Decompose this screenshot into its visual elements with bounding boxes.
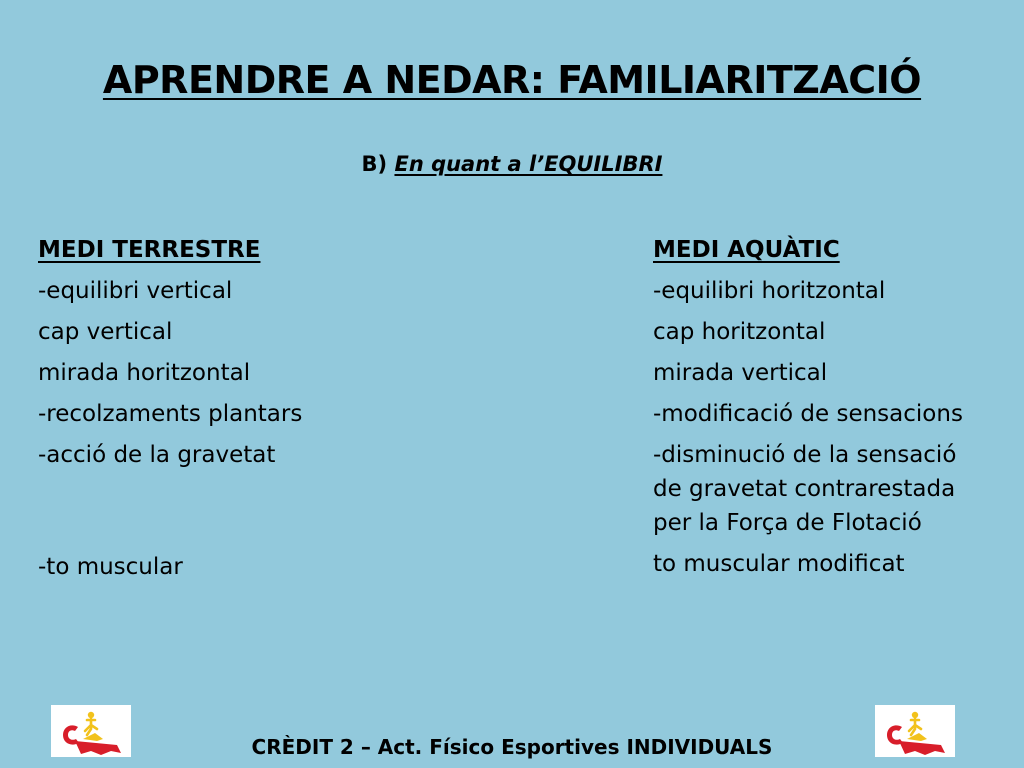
left-column-heading: MEDI TERRESTRE (38, 237, 261, 263)
right-item: mirada vertical (653, 360, 828, 386)
right-item-line: per la Força de Flotació (653, 510, 922, 536)
left-item: cap vertical (38, 319, 173, 345)
left-item: mirada horitzontal (38, 360, 251, 386)
slide-subtitle (0, 152, 1024, 176)
right-item: to muscular modificat (653, 551, 905, 577)
left-column (38, 230, 598, 588)
right-column-heading: MEDI AQUÀTIC (653, 237, 840, 263)
left-item: -recolzaments plantars (38, 401, 303, 427)
slide-footer: CRÈDIT 2 – Act. Físico Esportives INDIVIDUALS (251, 735, 773, 759)
left-item: -to muscular (38, 554, 183, 580)
slide-title-text: APRENDRE A NEDAR: FAMILIARITZACIÓ (102, 58, 922, 102)
subtitle-prefix: B) (361, 152, 388, 176)
left-item: -acció de la gravetat (38, 442, 276, 468)
right-item-line: -disminució de la sensació (653, 442, 957, 468)
right-item: cap horitzontal (653, 319, 826, 345)
right-item: -modificació de sensacions (653, 401, 963, 427)
subtitle-text: En quant a l’EQUILIBRI (394, 152, 663, 176)
left-column-spacer (38, 476, 598, 547)
left-item: -equilibri vertical (38, 278, 233, 304)
right-column (653, 230, 1013, 585)
slide-title (0, 58, 1024, 102)
right-item-multiline (653, 435, 1013, 544)
right-item-line: de gravetat contrarestada (653, 476, 956, 502)
right-item: -equilibri horitzontal (653, 278, 886, 304)
